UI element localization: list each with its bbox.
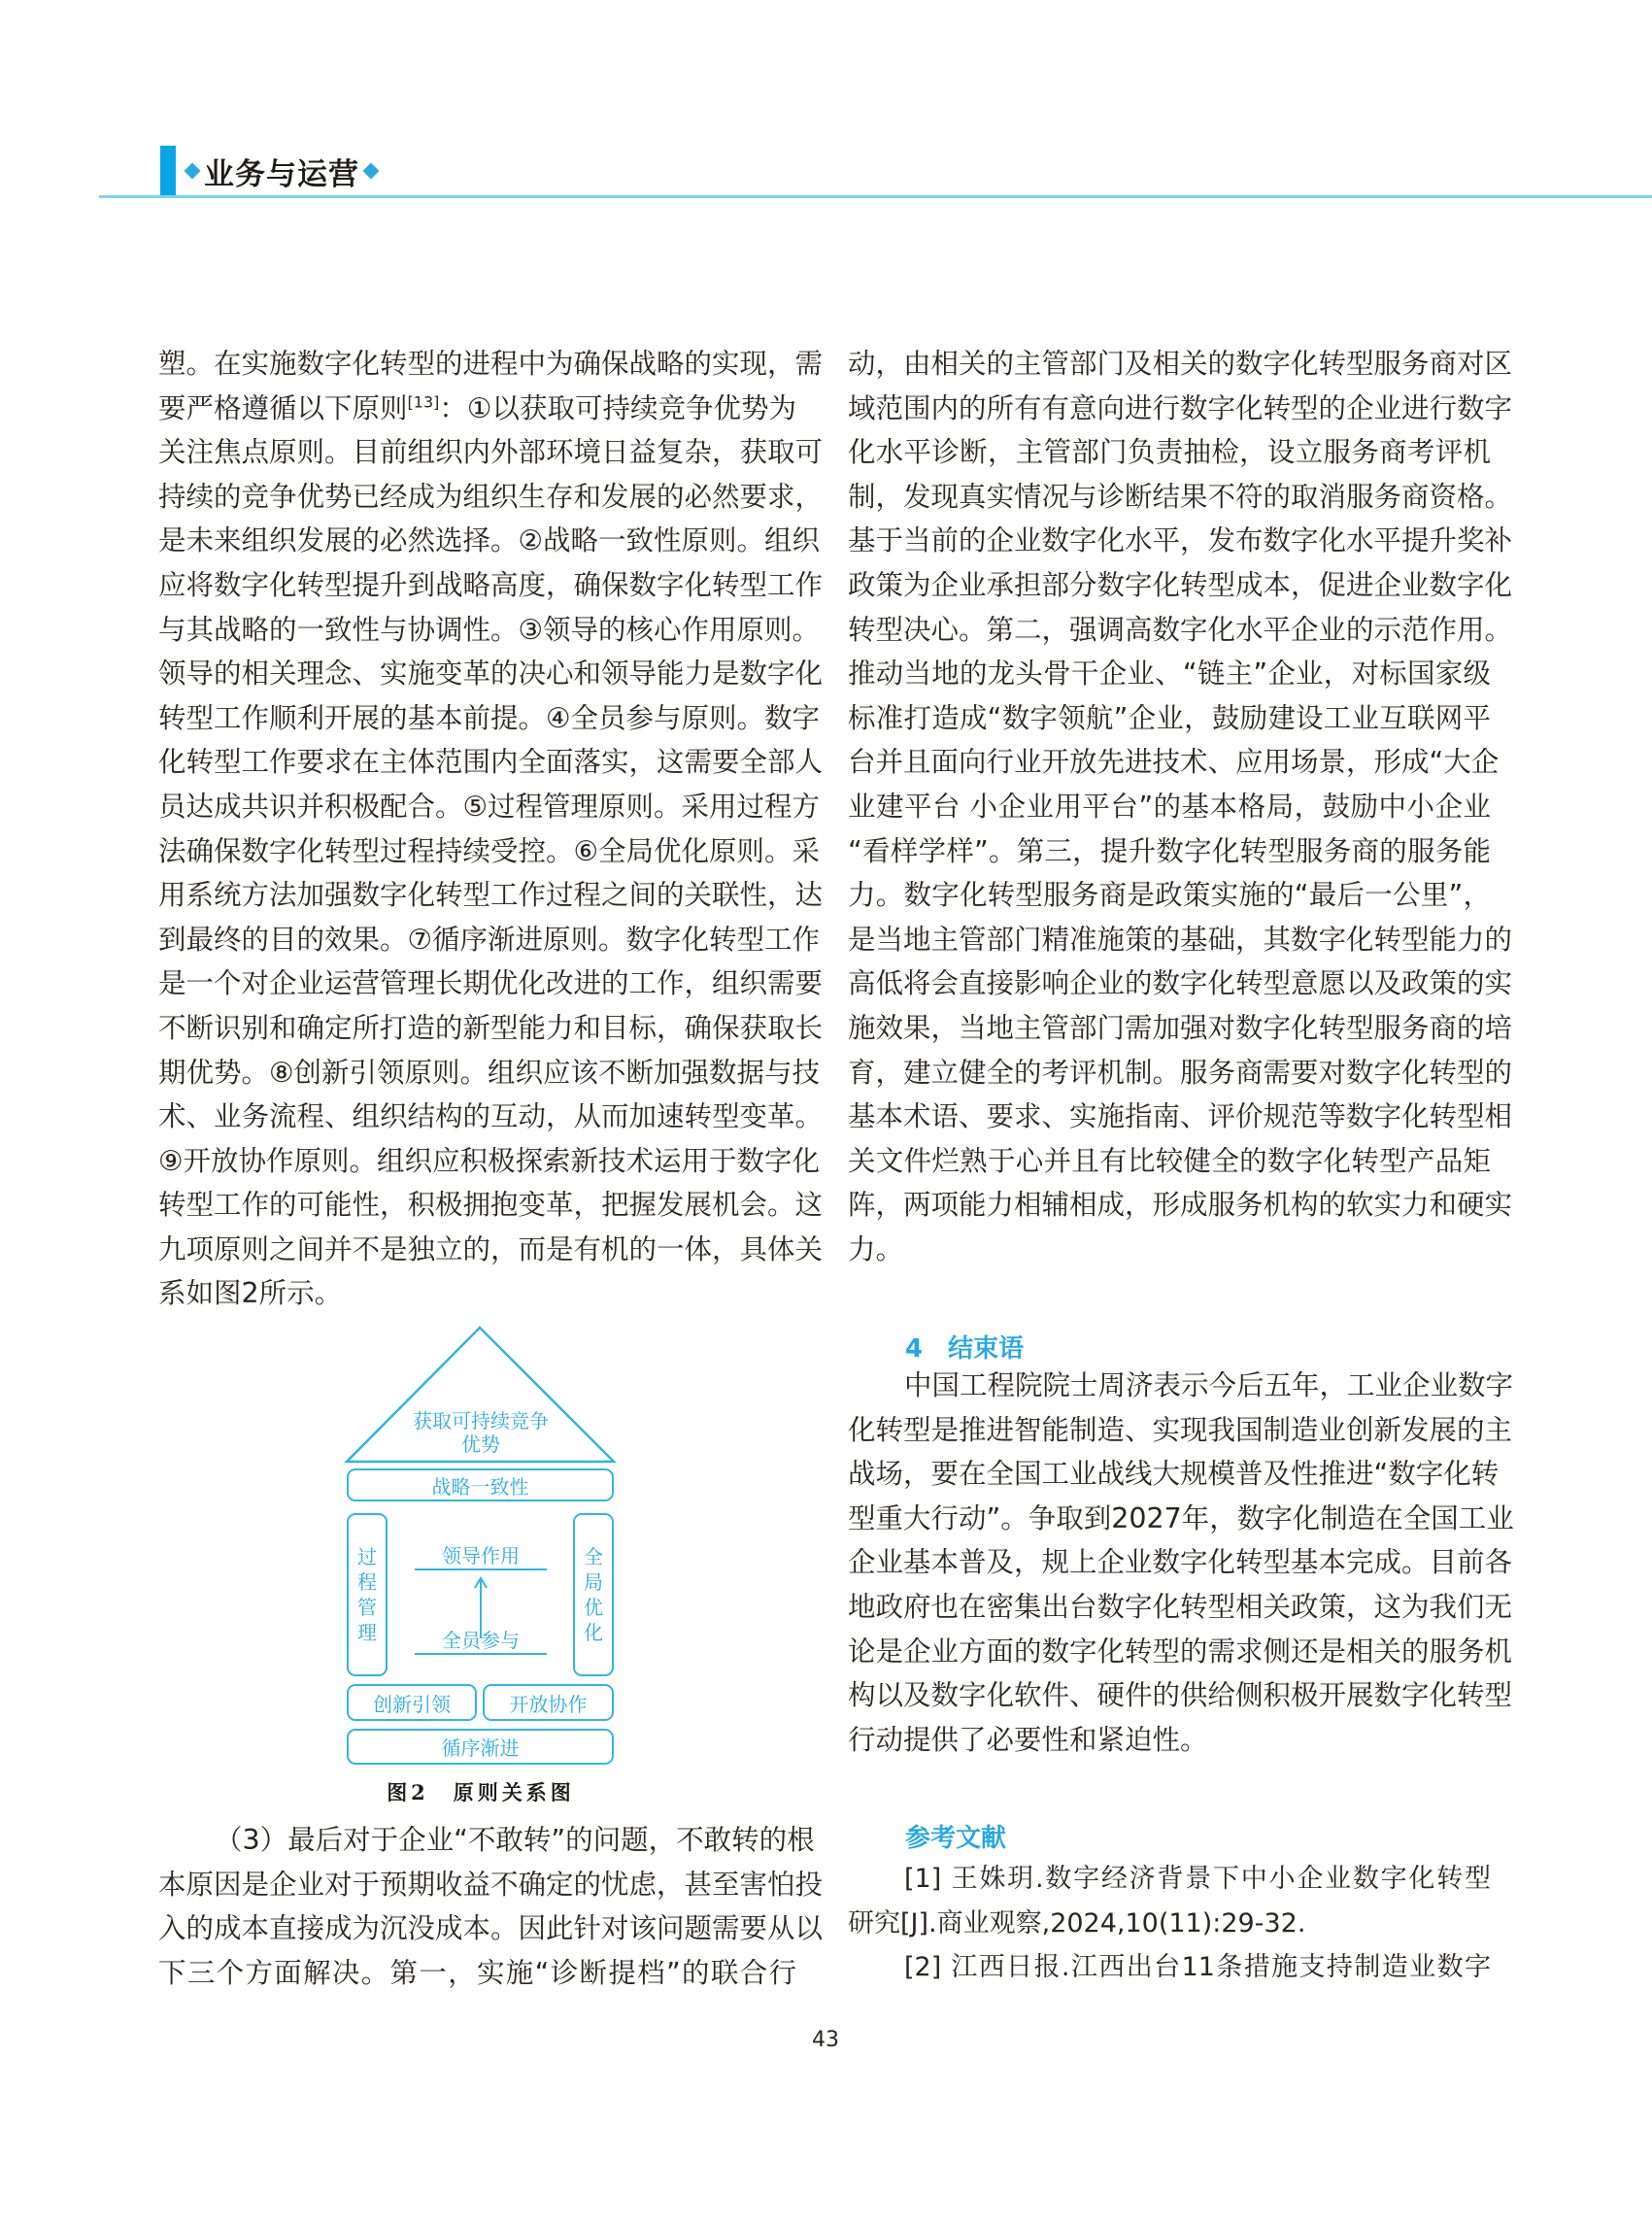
text-line: 领导的相关理念、实施变革的决心和领导能力是数字化	[158, 657, 824, 691]
text-line: 论是企业方面的数字化转型的需求侧还是相关的服务机	[848, 1635, 1513, 1668]
text-line: 到最终的目的效果。⑦循序渐进原则。数字化转型工作	[158, 923, 821, 956]
text-line: 期优势。⑧创新引领原则。组织应该不断加强数据与技	[158, 1056, 821, 1089]
text-line: 转型工作的可能性，积极拥抱变革，把握发展机会。这	[158, 1189, 824, 1222]
diamond-icon	[363, 163, 380, 180]
text-line: （3）最后对于企业“不敢转”的问题，不敢转的根	[215, 1824, 815, 1856]
openness-box: 开放协作	[483, 1684, 614, 1721]
section-title: 业务与运营	[204, 156, 359, 192]
text-line: 战场，要在全国工业战线大规模普及性推进“数字化转	[848, 1458, 1500, 1491]
conclusion-heading: 4 结束语	[905, 1334, 1025, 1364]
center-bottom-label: 全员参与	[442, 1629, 520, 1652]
diamond-icon	[185, 163, 201, 180]
text-line: 应将数字化转型提升到战略高度，确保数字化转型工作	[158, 568, 824, 601]
text-line: 关文件烂熟于心并且有比较健全的数字化转型产品矩	[848, 1144, 1491, 1177]
text-line: 转型工作顺利开展的基本前提。④全员参与原则。数字	[158, 701, 821, 734]
text-line: 制，发现真实情况与诊断结果不符的取消服务商资格。	[848, 480, 1513, 513]
text-line: 化转型工作要求在主体范围内全面落实，这需要全部人	[158, 746, 824, 779]
citation-superscript: [13]	[407, 392, 440, 412]
principle-relationship-figure	[330, 1316, 631, 1772]
text-line: 阵，两项能力相辅相成，形成服务机构的软实力和硬实	[848, 1189, 1513, 1222]
text-line: 标准打造成“数字领航”企业，鼓励建设工业互联网平	[848, 701, 1491, 734]
text-line: 型重大行动”。争取到2027年，数字化制造在全国工业	[848, 1501, 1514, 1534]
text-line: 要严格遵循以下原则[13]：①以获取可持续竞争优势为	[158, 391, 796, 424]
text-line: 台并且面向行业开放先进技术、应用场景，形成“大企	[848, 746, 1500, 779]
text-line: 动，由相关的主管部门及相关的数字化转型服务商对区	[848, 348, 1513, 380]
innovation-box: 创新引领	[347, 1684, 477, 1721]
text-line: 下三个方面解决。第一，实施“诊断提档”的联合行	[158, 1956, 796, 1989]
roof-label: 获取可持续竞争 优势	[413, 1409, 549, 1456]
text-line: 域范围内的所有有意向进行数字化转型的企业进行数字	[848, 391, 1513, 424]
text-line: 育，建立健全的考评机制。服务商需要对数字化转型的	[848, 1056, 1513, 1089]
text-line: 本原因是企业对于预期收益不确定的忧虑，甚至害怕投	[158, 1868, 824, 1901]
right-column-paragraph	[848, 342, 1513, 1271]
left-column-paragraph-1	[158, 342, 824, 1316]
figure-caption: 图2 原则关系图	[387, 1780, 575, 1804]
section-header	[181, 152, 383, 190]
strategy-box: 战略一致性	[347, 1468, 614, 1501]
page-number: 43	[812, 2028, 839, 2052]
text-line: 化水平诊断，主管部门负责抽检，设立服务商考评机	[848, 436, 1491, 469]
text-line: “看样学样”。第三，提升数字化转型服务商的服务能	[848, 834, 1491, 867]
text-line: 地政府也在密集出台数字化转型相关政策，这为我们无	[848, 1590, 1513, 1623]
left-pillar-box: 过 程 管 理	[347, 1513, 388, 1676]
section-accent-bar	[160, 146, 176, 197]
text-line: 入的成本直接成为沉没成本。因此针对该问题需要从以	[158, 1912, 824, 1945]
text-line: 行动提供了必要性和紧迫性。	[848, 1723, 1208, 1756]
text-line: 构以及数字化软件、硬件的供给侧积极开展数字化转型	[848, 1679, 1513, 1712]
text-line: 企业基本普及，规上企业数字化转型基本完成。目前各	[848, 1546, 1513, 1579]
text-line: 员达成共识并积极配合。⑤过程管理原则。采用过程方	[158, 790, 821, 823]
text-line: 九项原则之间并不是独立的，而是有机的一体，具体关	[158, 1232, 824, 1265]
references-heading: 参考文献	[905, 1824, 1007, 1853]
text-line: 基于当前的企业数字化水平，发布数字化水平提升奖补	[848, 524, 1513, 557]
left-column-paragraph-2	[158, 1818, 824, 1995]
text-line: 基本术语、要求、实施指南、评价规范等数字化转型相	[848, 1100, 1513, 1133]
foundation-box: 循序渐进	[347, 1729, 614, 1765]
right-pillar-box: 全 局 优 化	[573, 1513, 614, 1676]
reference-item: [1] 王姝玥.数字经济背景下中小企业数字化转型	[904, 1864, 1491, 1894]
text-line: ⑨开放协作原则。组织应积极探索新技术运用于数字化	[158, 1144, 821, 1177]
text-line: 用系统方法加强数字化转型工作过程之间的关联性，达	[158, 879, 824, 912]
text-line: 系如图2所示。	[158, 1277, 343, 1310]
text-line: 高低将会直接影响企业的数字化转型意愿以及政策的实	[848, 967, 1513, 1000]
reference-item: 研究[J].商业观察,2024,10(11):29-32.	[848, 1907, 1306, 1938]
references-list	[848, 1857, 1491, 1990]
center-top-label: 领导作用	[442, 1544, 520, 1568]
text-line: 与其战略的一致性与协调性。③领导的核心作用原则。	[158, 613, 821, 646]
text-line: 术、业务流程、组织结构的互动，从而加速转型变革。	[158, 1100, 824, 1133]
reference-item: [2] 江西日报.江西出台11条措施支持制造业数字	[904, 1952, 1491, 1983]
text-line: 力。	[848, 1232, 904, 1265]
text-line: 是当地主管部门精准施策的基础，其数字化转型能力的	[848, 923, 1513, 956]
text-line: 推动当地的龙头骨干企业、“链主”企业，对标国家级	[848, 657, 1491, 691]
text-line: 转型决心。第二，强调高数字化水平企业的示范作用。	[848, 613, 1513, 646]
text-line: 业建平台 小企业用平台”的基本格局，鼓励中小企业	[848, 790, 1491, 823]
header-rule	[99, 195, 1652, 198]
conclusion-paragraph	[848, 1364, 1514, 1762]
text-line: 是未来组织发展的必然选择。②战略一致性原则。组织	[158, 524, 821, 557]
text-line: 持续的竞争优势已经成为组织生存和发展的必然要求，	[158, 480, 824, 513]
text-line: 塑。在实施数字化转型的进程中为确保战略的实现，需	[158, 348, 824, 380]
text-line: 不断识别和确定所打造的新型能力和目标，确保获取长	[158, 1011, 824, 1044]
text-line: 法确保数字化转型过程持续受控。⑥全局优化原则。采	[158, 834, 821, 867]
text-line: 中国工程院院士周济表示今后五年，工业企业数字	[904, 1369, 1514, 1401]
text-line: 是一个对企业运营管理长期优化改进的工作，组织需要	[158, 967, 824, 1000]
text-line: 关注焦点原则。目前组织内外部环境日益复杂，获取可	[158, 436, 824, 469]
text-line: 政策为企业承担部分数字化转型成本，促进企业数字化	[848, 568, 1513, 601]
text-line: 施效果，当地主管部门需加强对数字化转型服务商的培	[848, 1011, 1513, 1044]
text-line: 力。数字化转型服务商是政策实施的“最后一公里”，	[848, 879, 1491, 912]
text-line: 化转型是推进智能制造、实现我国制造业创新发展的主	[848, 1413, 1513, 1446]
